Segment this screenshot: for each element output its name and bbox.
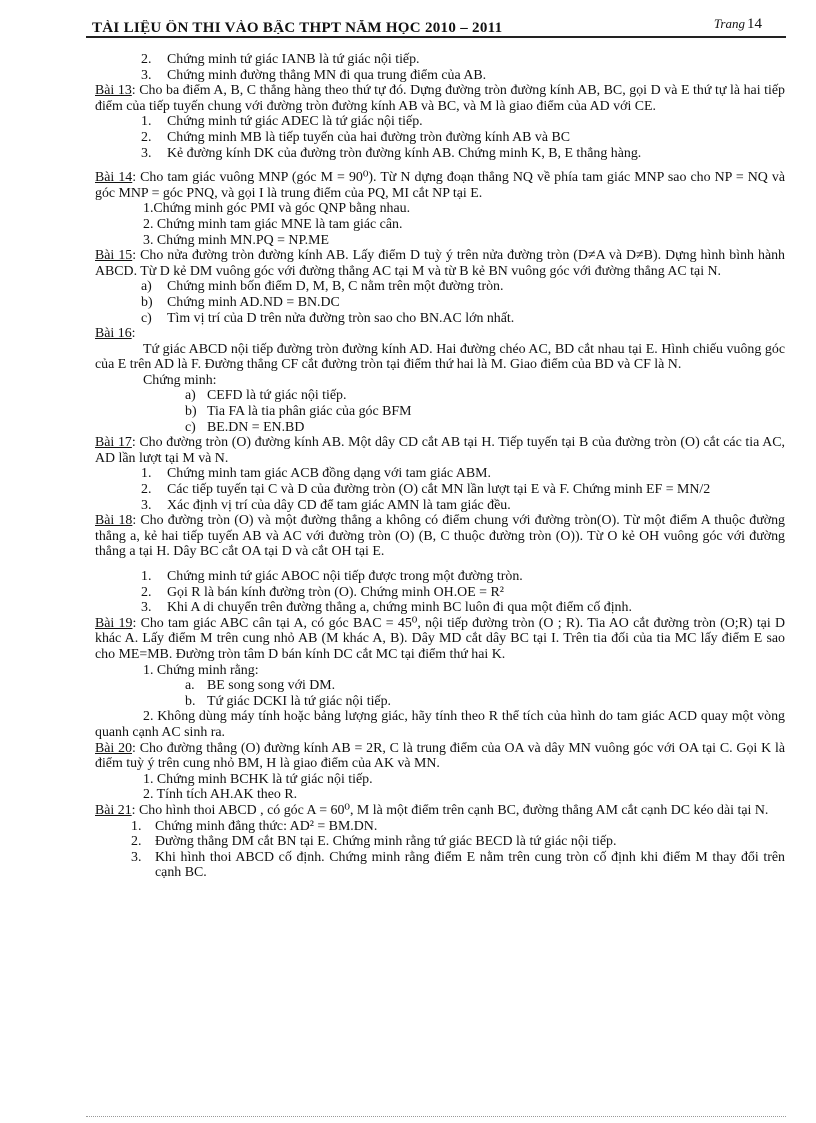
exercise-text: : Cho ba điểm A, B, C thẳng hàng theo thứ tự đó. Dựng đường tròn đường kính AB, BC, gọi D và E thứ tự là hai tiếp điểm của tiếp tuyến chung với đường tròn đường kính AB và BC, và M là giao điểm của AD với CE. [95, 83, 786, 114]
exercise-title: Bài 15 [95, 248, 133, 264]
page-header [86, 14, 786, 38]
exercise-text: : Cho đường tròn (O) đường kính AB. Một dây CD cắt AB tại H. Tiếp tuyến tại B của đường tròn (O) cắt các tia AC, AD lần lượt tại M và N. [95, 435, 786, 466]
list-item-text: Khi A di chuyển trên đường thẳng a, chứng minh BC luôn đi qua một điểm cố định. [167, 600, 632, 616]
exercise-paragraph [95, 435, 785, 466]
list-marker: 2. [141, 52, 152, 67]
list-marker: 1. [141, 114, 152, 130]
page-label: Trang [713, 16, 745, 31]
list-item-text: Tia FA là tia phân giác của góc BFM [207, 404, 412, 420]
list-item [95, 482, 785, 498]
list-marker: 2. [141, 482, 152, 498]
list-item-text: Chứng minh đẳng thức: AD² = BM.DN. [155, 818, 378, 834]
list-item [95, 388, 785, 404]
footer-rule [86, 1116, 786, 1117]
list-marker: 2. [141, 584, 152, 600]
exercise-paragraph [95, 803, 785, 819]
list-item-text: Kẻ đường kính DK của đường tròn đường kính AB. Chứng minh K, B, E thẳng hàng. [167, 145, 642, 161]
list-marker: b) [185, 404, 197, 420]
exercise-paragraph [95, 170, 785, 201]
list-item-text: Gọi R là bán kính đường tròn (O). Chứng minh OH.OE = R² [167, 584, 504, 600]
list-item [95, 678, 785, 694]
list-marker: 3. [141, 497, 152, 513]
list-marker: a) [185, 388, 196, 404]
exercise-title: Bài 16 [95, 326, 132, 342]
list-item-text: Chứng minh MB là tiếp tuyến của hai đường tròn đường kính AB và BC [167, 129, 571, 145]
body-line: 1. Chứng minh BCHK là tứ giác nội tiếp. [143, 771, 373, 787]
body-line: 2. Tính tích AH.AK theo R. [143, 787, 298, 803]
exercise-title: Bài 19 [95, 615, 133, 631]
exercise-title: Bài 21 [95, 802, 132, 818]
list-item [95, 146, 785, 162]
exercise-text: : [131, 326, 136, 342]
list-item [95, 130, 785, 146]
header-title: TÀI LIỆU ÔN THI VÀO BẬC THPT NĂM HỌC 2010 – 2011 [92, 20, 503, 34]
page-number: 14 [747, 16, 762, 32]
list-item [95, 834, 785, 850]
exercise-paragraph [95, 616, 785, 663]
body-line: Tứ giác ABCD nội tiếp đường tròn đường kính AD. Hai đường chéo AC, BD cắt nhau tại E. Hình chiếu vuông góc của E trên AD là F. Đường thẳng CF cắt đường tròn tại điểm thứ hai là M. Giao điểm của BD và CF là N. [95, 341, 785, 373]
body-line: 2. Không dùng máy tính hoặc bảng lượng giác, hãy tính theo R thể tích của hình do tam giác ACD quay một vòng quanh cạnh AC sinh ra. [95, 709, 785, 740]
list-marker: 3. [141, 145, 152, 161]
list-item-text: Xác định vị trí của dây CD để tam giác AMN là tam giác đều. [167, 497, 511, 513]
document-body [95, 52, 785, 881]
exercise-paragraph [95, 83, 785, 114]
list-item-text: Khi hình thoi ABCD cố định. Chứng minh rằng điểm E nằm trên cung tròn cố định khi điểm M thay đổi trên cạnh BC. [155, 849, 785, 881]
list-item-text: Chứng minh bốn điểm D, M, B, C nằm trên một đường tròn. [167, 279, 504, 295]
exercise-title: Bài 14 [95, 170, 133, 186]
list-item [95, 68, 785, 84]
list-marker: 2. [131, 834, 142, 850]
list-item-text: Tứ giác DCKI là tứ giác nội tiếp. [207, 693, 392, 709]
page-number-label [714, 16, 762, 33]
exercise-text: : Cho nửa đường tròn đường kính AB. Lấy điểm D tuỳ ý trên nửa đường tròn (D≠A và D≠B). Dựng hình bình hành ABCD. Từ D kẻ DM vuông góc với đường thẳng AC tại M và từ B kẻ BN vuông góc với đường thẳng AC tại N. [95, 248, 786, 279]
list-marker: a. [185, 678, 195, 694]
paragraph-spacer [95, 161, 785, 170]
body-line: Chứng minh: [143, 372, 217, 388]
body-line: 1. Chứng minh rằng: [143, 662, 259, 678]
list-item [95, 850, 785, 881]
list-marker: 1. [141, 569, 152, 584]
list-item [95, 694, 785, 710]
list-item-text: Chứng minh tứ giác ADEC là tứ giác nội tiếp. [167, 114, 423, 130]
body-line: 2. Chứng minh tam giác MNE là tam giác cân. [143, 216, 403, 232]
list-item [95, 52, 785, 68]
list-item-text: BE song song với DM. [207, 678, 336, 694]
exercise-text: : Cho đường tròn (O) và một đường thẳng a không có điểm chung với đường tròn(O). Từ một điểm A thuộc đường thẳng a, kẻ hai tiếp tuyến AB và AC với đường tròn (O) (B, C thuộc đường tròn (O)). Từ O kẻ OH vuông góc với đường thẳng a tại H. Dây BC cắt OA tại D và cắt OH tại E. [95, 513, 785, 560]
list-item [95, 819, 785, 835]
exercise-text: : Cho đường thẳng (O) đường kính AB = 2R, C là trung điểm của OA và dây MN vuông góc với OA tại C. Gọi K là điểm tuỳ ý trên cung nhỏ BM, H là giao điểm của AK và MN. [95, 740, 785, 772]
list-marker: c) [185, 419, 196, 435]
list-marker: 3. [141, 67, 152, 83]
list-marker: 3. [141, 600, 152, 616]
list-item-text: CEFD là tứ giác nội tiếp. [207, 388, 347, 404]
list-item [95, 420, 785, 436]
exercise-title: Bài 20 [95, 740, 133, 756]
exercise-paragraph [95, 513, 785, 560]
list-item [95, 295, 785, 311]
list-item-text: Tìm vị trí của D trên nửa đường tròn sao cho BN.AC lớn nhất. [167, 310, 515, 326]
list-marker: b. [185, 693, 196, 709]
list-item-text: Chứng minh tứ giác ABOC nội tiếp được trong một đường tròn. [167, 569, 523, 584]
body-line: 1.Chứng minh góc PMI và góc QNP bằng nhau. [143, 201, 411, 217]
exercise-paragraph [95, 248, 785, 279]
body-line: 3. Chứng minh MN.PQ = NP.ME [143, 232, 329, 248]
list-item [95, 569, 785, 585]
exercise-text: : Cho tam giác vuông MNP (góc M = 90⁰). Từ N dựng đoạn thẳng NQ về phía tam giác MNP sao cho NP = NQ và góc MNP = góc PNQ, và gọi I là trung điểm của PQ, MI cắt NP tại E. [95, 170, 786, 201]
list-item [95, 404, 785, 420]
list-item-text: Chứng minh đường thẳng MN đi qua trung điểm của AB. [167, 67, 487, 83]
exercise-text: : Cho tam giác ABC cân tại A, có góc BAC = 45⁰, nội tiếp đường tròn (O ; R). Tia AO cắt đường tròn (O;R) tại D khác A. Lấy điểm M trên cung nhỏ AB (M khác A, B). Dây MD cắt dây BC tại I. Trên tia đối của tia MC lấy điểm E sao cho ME=MB. Đường tròn tâm D bán kính DC cắt MC tại điểm thứ hai K. [95, 615, 785, 662]
exercise-title: Bài 18 [95, 513, 133, 529]
exercise-paragraph [95, 741, 785, 772]
list-item-text: Đường thẳng DM cắt BN tại E. Chứng minh rằng tứ giác BECD là tứ giác nội tiếp. [155, 834, 617, 850]
list-item [95, 114, 785, 130]
exercise-text: : Cho hình thoi ABCD , có góc A = 60⁰, M là một điểm trên cạnh BC, đường thẳng AM cắt cạnh DC kéo dài tại N. [131, 802, 769, 818]
list-marker: a) [141, 279, 152, 295]
list-item [95, 311, 785, 327]
list-item [95, 466, 785, 482]
paragraph-spacer [95, 560, 785, 569]
list-marker: 3. [131, 849, 142, 865]
exercise-title: Bài 13 [95, 83, 132, 99]
list-item [95, 585, 785, 601]
list-item-text: Chứng minh tứ giác IANB là tứ giác nội tiếp. [167, 52, 420, 67]
list-marker: c) [141, 310, 152, 326]
list-marker: 1. [131, 818, 142, 834]
list-item-text: Chứng minh tam giác ACB đồng dạng với tam giác ABM. [167, 466, 491, 482]
list-item [95, 498, 785, 514]
list-item-text: Chứng minh AD.ND = BN.DC [167, 294, 340, 310]
list-marker: 2. [141, 129, 152, 145]
list-marker: b) [141, 294, 153, 310]
list-item [95, 600, 785, 616]
list-marker: 1. [141, 466, 152, 482]
list-item [95, 279, 785, 295]
list-item-text: BE.DN = EN.BD [207, 419, 305, 435]
list-item-text: Các tiếp tuyến tại C và D của đường tròn (O) cắt MN lần lượt tại E và F. Chứng minh EF = MN/2 [167, 482, 711, 498]
exercise-title: Bài 17 [95, 435, 132, 451]
exercise-paragraph [95, 326, 785, 342]
